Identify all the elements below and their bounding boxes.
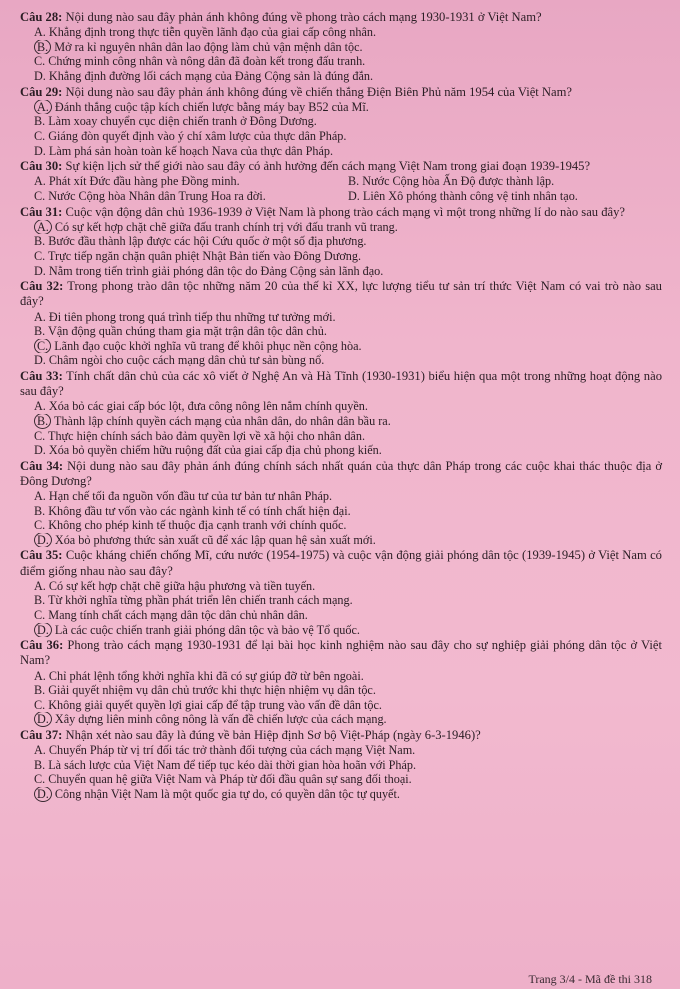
answer-option[interactable] (20, 772, 662, 787)
option-letter: A. (34, 399, 46, 414)
question-text: Cuộc vận động dân chủ 1936-1939 ở Việt Nam là phong trào cách mạng vì một trong những lí do nào sau đây? (65, 204, 626, 219)
option-text: Công nhận Việt Nam là một quốc gia tự do, có quyền dân tộc tự quyết. (54, 787, 400, 802)
option-letter: C. (34, 608, 46, 623)
question-number: Câu 36: (20, 638, 64, 653)
option-text: Xây dựng liên minh công nông là vấn đề chiến lược của cách mạng. (54, 712, 387, 727)
answer-option[interactable] (20, 100, 662, 115)
answer-option[interactable] (20, 683, 662, 698)
option-letter: A. (34, 489, 46, 504)
question-stem (20, 159, 662, 174)
option-letter: D. (348, 188, 360, 203)
question (20, 728, 662, 802)
answer-option[interactable] (20, 623, 662, 638)
option-letter: C. (34, 518, 46, 533)
answer-option[interactable] (20, 69, 662, 84)
option-letter: D. (34, 787, 52, 802)
option-letter: B. (34, 683, 46, 698)
question-number: Câu 33: (20, 368, 63, 383)
option-letter: D. (34, 263, 46, 278)
question (20, 548, 662, 637)
answer-option[interactable] (20, 220, 662, 235)
answer-option[interactable] (20, 443, 662, 458)
option-letter: B. (34, 40, 51, 55)
question (20, 638, 662, 727)
option-text: Làm phá sản hoàn toàn kế hoạch Nava của thực dân Pháp. (48, 143, 334, 158)
question-number: Câu 32: (20, 279, 64, 294)
option-letter: B. (34, 414, 51, 429)
option-text: Nước Cộng hòa Ấn Độ được thành lập. (362, 174, 555, 189)
option-text: Liên Xô phóng thành công vệ tinh nhân tạo. (362, 188, 578, 203)
answer-option[interactable] (20, 429, 662, 444)
option-letter: D. (34, 623, 52, 638)
option-letter: B. (34, 503, 46, 518)
option-letter: A. (34, 100, 52, 115)
answer-option[interactable] (20, 353, 662, 368)
page-footer: Trang 3/4 - Mã đề thi 318 (528, 972, 652, 986)
answer-option[interactable] (20, 698, 662, 713)
option-letter: D. (34, 68, 46, 83)
option-letter: D. (34, 143, 46, 158)
option-text: Xóa bỏ phương thức sản xuất cũ để xác lập quan hệ sản xuất mới. (54, 532, 376, 547)
answer-option[interactable] (20, 234, 662, 249)
option-letter: A. (34, 25, 46, 40)
option-letter: D. (34, 443, 46, 458)
answer-option[interactable] (20, 264, 662, 279)
answer-option[interactable] (20, 489, 662, 504)
answer-option[interactable] (34, 189, 348, 204)
option-letter: B. (34, 114, 46, 129)
option-letter: C. (34, 339, 51, 354)
option-letter: A. (34, 743, 46, 758)
option-letter: B. (34, 234, 46, 249)
option-text: Xóa bỏ các giai cấp bóc lột, đưa công nông lên nắm chính quyền. (48, 399, 368, 414)
option-text: Không cho phép kinh tế thuộc địa cạnh tranh với chính quốc. (48, 518, 347, 533)
answer-option[interactable] (20, 758, 662, 773)
option-letter: C. (34, 248, 46, 263)
option-letter: D. (34, 353, 46, 368)
answer-option[interactable] (20, 25, 662, 40)
option-text: Phát xít Đức đầu hàng phe Đồng minh. (48, 174, 240, 189)
option-text: Đi tiên phong trong quá trình tiếp thu những tư tưởng mới. (48, 309, 336, 324)
question-text: Nội dung nào sau đây phản ánh đúng chính sách nhất quán của thực dân Pháp trong các cuộc khai thác thuộc địa ở Đông Dương? (20, 458, 662, 488)
option-letter: A. (34, 578, 46, 593)
option-text: Nước Cộng hòa Nhân dân Trung Hoa ra đời. (48, 188, 266, 203)
option-text: Khẳng định trong thực tiễn quyền lãnh đạo của giai cấp công nhân. (48, 25, 377, 40)
option-text: Có sự kết hợp chặt chẽ giữa hậu phương và tiền tuyến. (48, 578, 316, 593)
option-text: Bước đầu thành lập được các hội Cứu quốc ở một số địa phương. (48, 234, 367, 249)
option-letter: C. (34, 428, 46, 443)
option-row (20, 174, 662, 189)
option-text: Đánh thắng cuộc tập kích chiến lược bằng máy bay B52 của Mĩ. (54, 99, 369, 114)
option-letter: B. (34, 324, 46, 339)
option-text: Không đầu tư vốn vào các ngành kinh tế có tính chất hiện đại. (48, 503, 351, 518)
option-letter: A. (34, 668, 46, 683)
option-text: Có sự kết hợp chặt chẽ giữa đấu tranh chính trị với đấu tranh vũ trang. (54, 219, 398, 234)
option-text: Lãnh đạo cuộc khởi nghĩa vũ trang để khôi phục nền cộng hòa. (54, 338, 362, 353)
option-text: Xóa bỏ quyền chiếm hữu ruộng đất của giai cấp địa chủ phong kiến. (48, 443, 382, 458)
answer-option[interactable] (20, 712, 662, 727)
option-letter: B. (348, 174, 360, 189)
option-text: Mang tính chất cách mạng dân tộc dân chủ nhân dân. (48, 608, 308, 623)
question-stem (20, 459, 662, 489)
question-stem (20, 10, 662, 25)
option-text: Thành lập chính quyền cách mạng của nhân dân, do nhân dân bầu ra. (54, 413, 391, 428)
option-letter: A. (34, 309, 46, 324)
option-text: Là sách lược của Việt Nam để tiếp tục kéo dài thời gian hòa hoãn với Pháp. (48, 757, 417, 772)
answer-option[interactable] (20, 533, 662, 548)
answer-option[interactable] (20, 608, 662, 623)
option-text: Thực hiện chính sách bảo đảm quyền lợi về xã hội cho nhân dân. (48, 428, 365, 443)
question-text: Phong trào cách mạng 1930-1931 để lại bài học kinh nghiệm nào sau đây cho sự nghiệp giải phóng dân tộc ở Việt Nam? (20, 638, 662, 668)
question-stem (20, 548, 662, 578)
option-letter: C. (34, 128, 46, 143)
option-text: Làm xoay chuyển cục diện chiến tranh ở Đông Dương. (48, 114, 317, 129)
option-text: Nằm trong tiến trình giải phóng dân tộc do Đảng Cộng sản lãnh đạo. (48, 263, 384, 278)
option-text: Châm ngòi cho cuộc cách mạng dân chủ tư sản bùng nổ. (48, 353, 325, 368)
answer-option[interactable] (20, 518, 662, 533)
option-letter: C. (34, 697, 46, 712)
option-text: Là các cuộc chiến tranh giải phóng dân tộc và bảo vệ Tổ quốc. (54, 622, 360, 637)
question-number: Câu 37: (20, 728, 63, 743)
option-text: Không giải quyết quyền lợi giai cấp để tập trung vào vấn đề dân tộc. (48, 697, 382, 712)
question-number: Câu 28: (20, 10, 63, 24)
option-letter: A. (34, 220, 52, 235)
option-text: Chứng minh công nhân và nông dân đã đoàn kết trong đấu tranh. (48, 54, 366, 69)
option-text: Từ khởi nghĩa từng phần phát triển lên chiến tranh cách mạng. (48, 593, 353, 608)
question (20, 459, 662, 548)
question-text: Sự kiện lịch sử thế giới nào sau đây có ảnh hưởng đến cách mạng Việt Nam trong giai đoạn 1939-1945? (65, 159, 591, 174)
answer-option[interactable] (20, 339, 662, 354)
question-stem (20, 728, 662, 743)
answer-option[interactable] (20, 787, 662, 802)
answer-option[interactable] (20, 40, 662, 55)
option-letter: D. (34, 533, 52, 548)
question-text: Nội dung nào sau đây phản ánh không đúng về phong trào cách mạng 1930-1931 ở Việt Nam? (65, 10, 542, 24)
question-stem (20, 279, 662, 309)
question-stem (20, 205, 662, 220)
question-stem (20, 85, 662, 100)
option-text: Giáng đòn quyết định vào ý chí xâm lược của thực dân Pháp. (48, 128, 347, 143)
question-text: Nhận xét nào sau đây là đúng về bản Hiệp định Sơ bộ Việt-Pháp (ngày 6-3-1946)? (65, 728, 481, 743)
option-letter: C. (34, 772, 46, 787)
answer-option[interactable] (20, 144, 662, 159)
option-text: Chỉ phát lệnh tổng khởi nghĩa khi đã có sự giúp đỡ từ bên ngoài. (48, 668, 364, 683)
question-number: Câu 30: (20, 159, 63, 174)
answer-option[interactable] (34, 174, 348, 189)
question (20, 279, 662, 368)
answer-option[interactable] (20, 743, 662, 758)
answer-option[interactable] (20, 669, 662, 684)
option-text: Trực tiếp ngăn chặn quân phiệt Nhật Bản tiến vào Đông Dương. (48, 248, 362, 263)
option-text: Khẳng định đường lối cách mạng của Đảng Cộng sản là đúng đắn. (48, 68, 374, 83)
answer-option[interactable] (20, 414, 662, 429)
question (20, 205, 662, 279)
answer-option[interactable] (348, 174, 662, 189)
option-text: Chuyển Pháp từ vị trí đối tác trở thành đối tượng của cách mạng Việt Nam. (48, 743, 416, 758)
question (20, 159, 662, 203)
option-letter: B. (34, 757, 46, 772)
option-row (20, 189, 662, 204)
question-stem (20, 638, 662, 668)
answer-option[interactable] (20, 579, 662, 594)
option-text: Hạn chế tối đa nguồn vốn đầu tư của tư bản tư nhân Pháp. (48, 489, 333, 504)
question-list (20, 10, 662, 802)
answer-option[interactable] (20, 129, 662, 144)
question (20, 10, 662, 84)
answer-option[interactable] (20, 310, 662, 325)
question (20, 369, 662, 458)
question-text: Trong phong trào dân tộc những năm 20 của thế kỉ XX, lực lượng tiểu tư sản trí thức Việt Nam có vai trò nào sau đây? (20, 279, 662, 309)
answer-option[interactable] (20, 399, 662, 414)
answer-option[interactable] (20, 504, 662, 519)
question-text: Cuộc kháng chiến chống Mĩ, cứu nước (1954-1975) và cuộc vận động giải phóng dân tộc (1939-1945) ở Việt Nam có điểm giống nhau nào sau đây? (20, 548, 662, 578)
question-text: Tính chất dân chủ của các xô viết ở Nghệ An và Hà Tĩnh (1930-1931) biểu hiện qua một trong những hoạt động nào sau đây? (20, 368, 662, 399)
question-stem (20, 369, 662, 399)
option-text: Chuyển quan hệ giữa Việt Nam và Pháp từ đối đầu quân sự sang đối thoại. (48, 772, 412, 787)
question-text: Nội dung nào sau đây phản ánh không đúng về chiến thắng Điện Biên Phủ năm 1954 của Việt Nam? (65, 84, 573, 99)
option-text: Mở ra kỉ nguyên nhân dân lao động làm chủ vận mệnh dân tộc. (54, 39, 363, 54)
option-text: Vận động quần chúng tham gia mặt trận dân tộc dân chủ. (48, 324, 327, 339)
option-text: Giải quyết nhiệm vụ dân chủ trước khi thực hiện nhiệm vụ dân tộc. (48, 683, 376, 698)
option-letter: C. (34, 188, 46, 203)
answer-option[interactable] (20, 54, 662, 69)
question-number: Câu 29: (20, 84, 63, 99)
option-letter: B. (34, 593, 46, 608)
question-number: Câu 35: (20, 548, 63, 563)
question (20, 85, 662, 159)
question-number: Câu 31: (20, 204, 63, 219)
answer-option[interactable] (20, 249, 662, 264)
answer-option[interactable] (20, 114, 662, 129)
answer-option[interactable] (20, 593, 662, 608)
answer-option[interactable] (348, 189, 662, 204)
option-letter: C. (34, 54, 46, 69)
option-letter: D. (34, 712, 52, 727)
answer-option[interactable] (20, 324, 662, 339)
option-letter: A. (34, 174, 46, 189)
question-number: Câu 34: (20, 458, 64, 473)
